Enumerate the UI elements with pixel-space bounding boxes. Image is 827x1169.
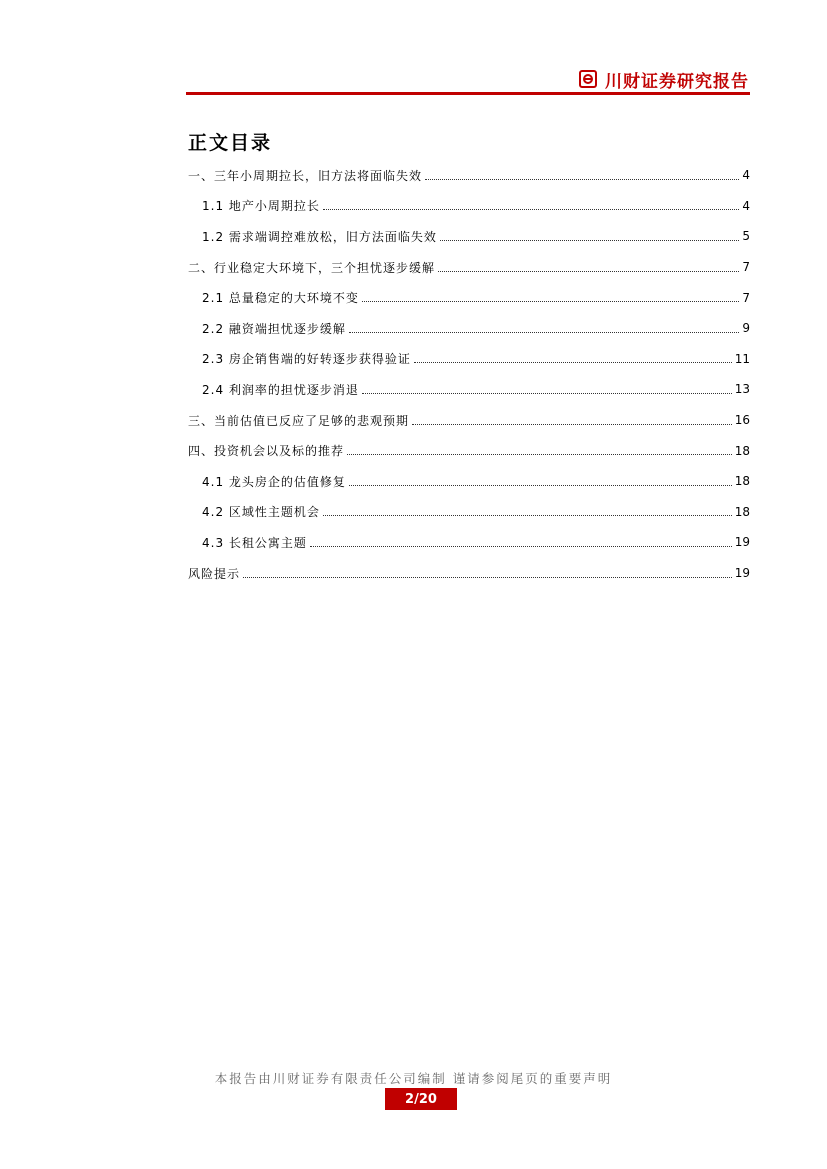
toc-entry-page: 18	[734, 443, 750, 458]
toc-entry[interactable]	[188, 282, 750, 313]
toc-entry[interactable]	[188, 374, 750, 405]
toc-title: 正文目录	[188, 132, 273, 154]
toc-entry[interactable]	[188, 252, 750, 283]
toc-leader-dots	[323, 515, 732, 516]
toc-entry-page: 18	[734, 474, 750, 489]
toc-entry-title: 2.4 利润率的担忧逐步消退	[202, 382, 359, 397]
toc-entry-page: 19	[734, 535, 750, 550]
page-number-badge: 2/20	[385, 1088, 457, 1110]
toc-entry[interactable]	[188, 313, 750, 344]
brand-name: 川财证券研究报告	[605, 71, 749, 92]
toc-entry-title: 2.2 融资端担忧逐步缓解	[202, 321, 346, 336]
toc-entry[interactable]	[188, 435, 750, 466]
toc-entry-page: 7	[742, 290, 750, 305]
toc-entry-title: 四、投资机会以及标的推荐	[188, 444, 345, 459]
toc-entry[interactable]	[188, 344, 750, 375]
toc-entry-title: 三、当前估值已反应了足够的悲观预期	[188, 413, 410, 428]
toc-leader-dots	[310, 546, 732, 547]
toc-leader-dots	[347, 454, 732, 455]
toc-entry-title: 1.1 地产小周期拉长	[202, 199, 320, 214]
toc-entry[interactable]	[188, 558, 750, 589]
toc-entry-title: 二、行业稳定大环境下，三个担忧逐步缓解	[188, 260, 436, 275]
toc-leader-dots	[438, 271, 739, 272]
toc-entry[interactable]	[188, 527, 750, 558]
toc-leader-dots	[440, 240, 739, 241]
toc-leader-dots	[412, 424, 732, 425]
toc-leader-dots	[425, 179, 739, 180]
toc-entry-page: 4	[742, 168, 750, 183]
toc-entry-title: 2.3 房企销售端的好转逐步获得验证	[202, 352, 411, 367]
toc-entry-title: 风险提示	[188, 566, 241, 581]
toc-leader-dots	[362, 393, 732, 394]
header-divider	[186, 92, 750, 95]
chuancai-logo-icon	[579, 70, 597, 88]
toc-entry-title: 1.2 需求端调控难放松，旧方法面临失效	[202, 229, 437, 244]
toc-entry-page: 18	[734, 504, 750, 519]
toc-entry-page: 16	[734, 413, 750, 428]
toc-entry-title: 4.2 区域性主题机会	[202, 505, 320, 520]
toc-entry[interactable]	[188, 497, 750, 528]
header-brand	[579, 66, 749, 92]
toc-entry-page: 19	[734, 566, 750, 581]
toc-leader-dots	[349, 332, 739, 333]
toc-entry[interactable]	[188, 466, 750, 497]
toc-leader-dots	[349, 485, 732, 486]
toc-entry[interactable]	[188, 160, 750, 191]
toc-entry-title: 4.3 长租公寓主题	[202, 535, 307, 550]
toc-entry-page: 13	[734, 382, 750, 397]
toc-leader-dots	[323, 209, 739, 210]
toc-list	[188, 160, 750, 588]
toc-leader-dots	[414, 362, 732, 363]
toc-entry[interactable]	[188, 191, 750, 222]
footer-disclaimer: 本报告由川财证券有限责任公司编制 谨请参阅尾页的重要声明	[214, 1071, 613, 1086]
toc-leader-dots	[243, 577, 732, 578]
toc-entry-page: 9	[742, 321, 750, 336]
toc-entry-page: 5	[742, 229, 750, 244]
toc-entry-title: 一、三年小周期拉长，旧方法将面临失效	[188, 168, 423, 183]
toc-entry-page: 7	[742, 260, 750, 275]
toc-entry[interactable]	[188, 405, 750, 436]
toc-entry-page: 11	[734, 351, 750, 366]
toc-entry-title: 4.1 龙头房企的估值修复	[202, 474, 346, 489]
toc-entry[interactable]	[188, 221, 750, 252]
toc-leader-dots	[362, 301, 739, 302]
toc-entry-page: 4	[742, 198, 750, 213]
toc-entry-title: 2.1 总量稳定的大环境不变	[202, 291, 359, 306]
